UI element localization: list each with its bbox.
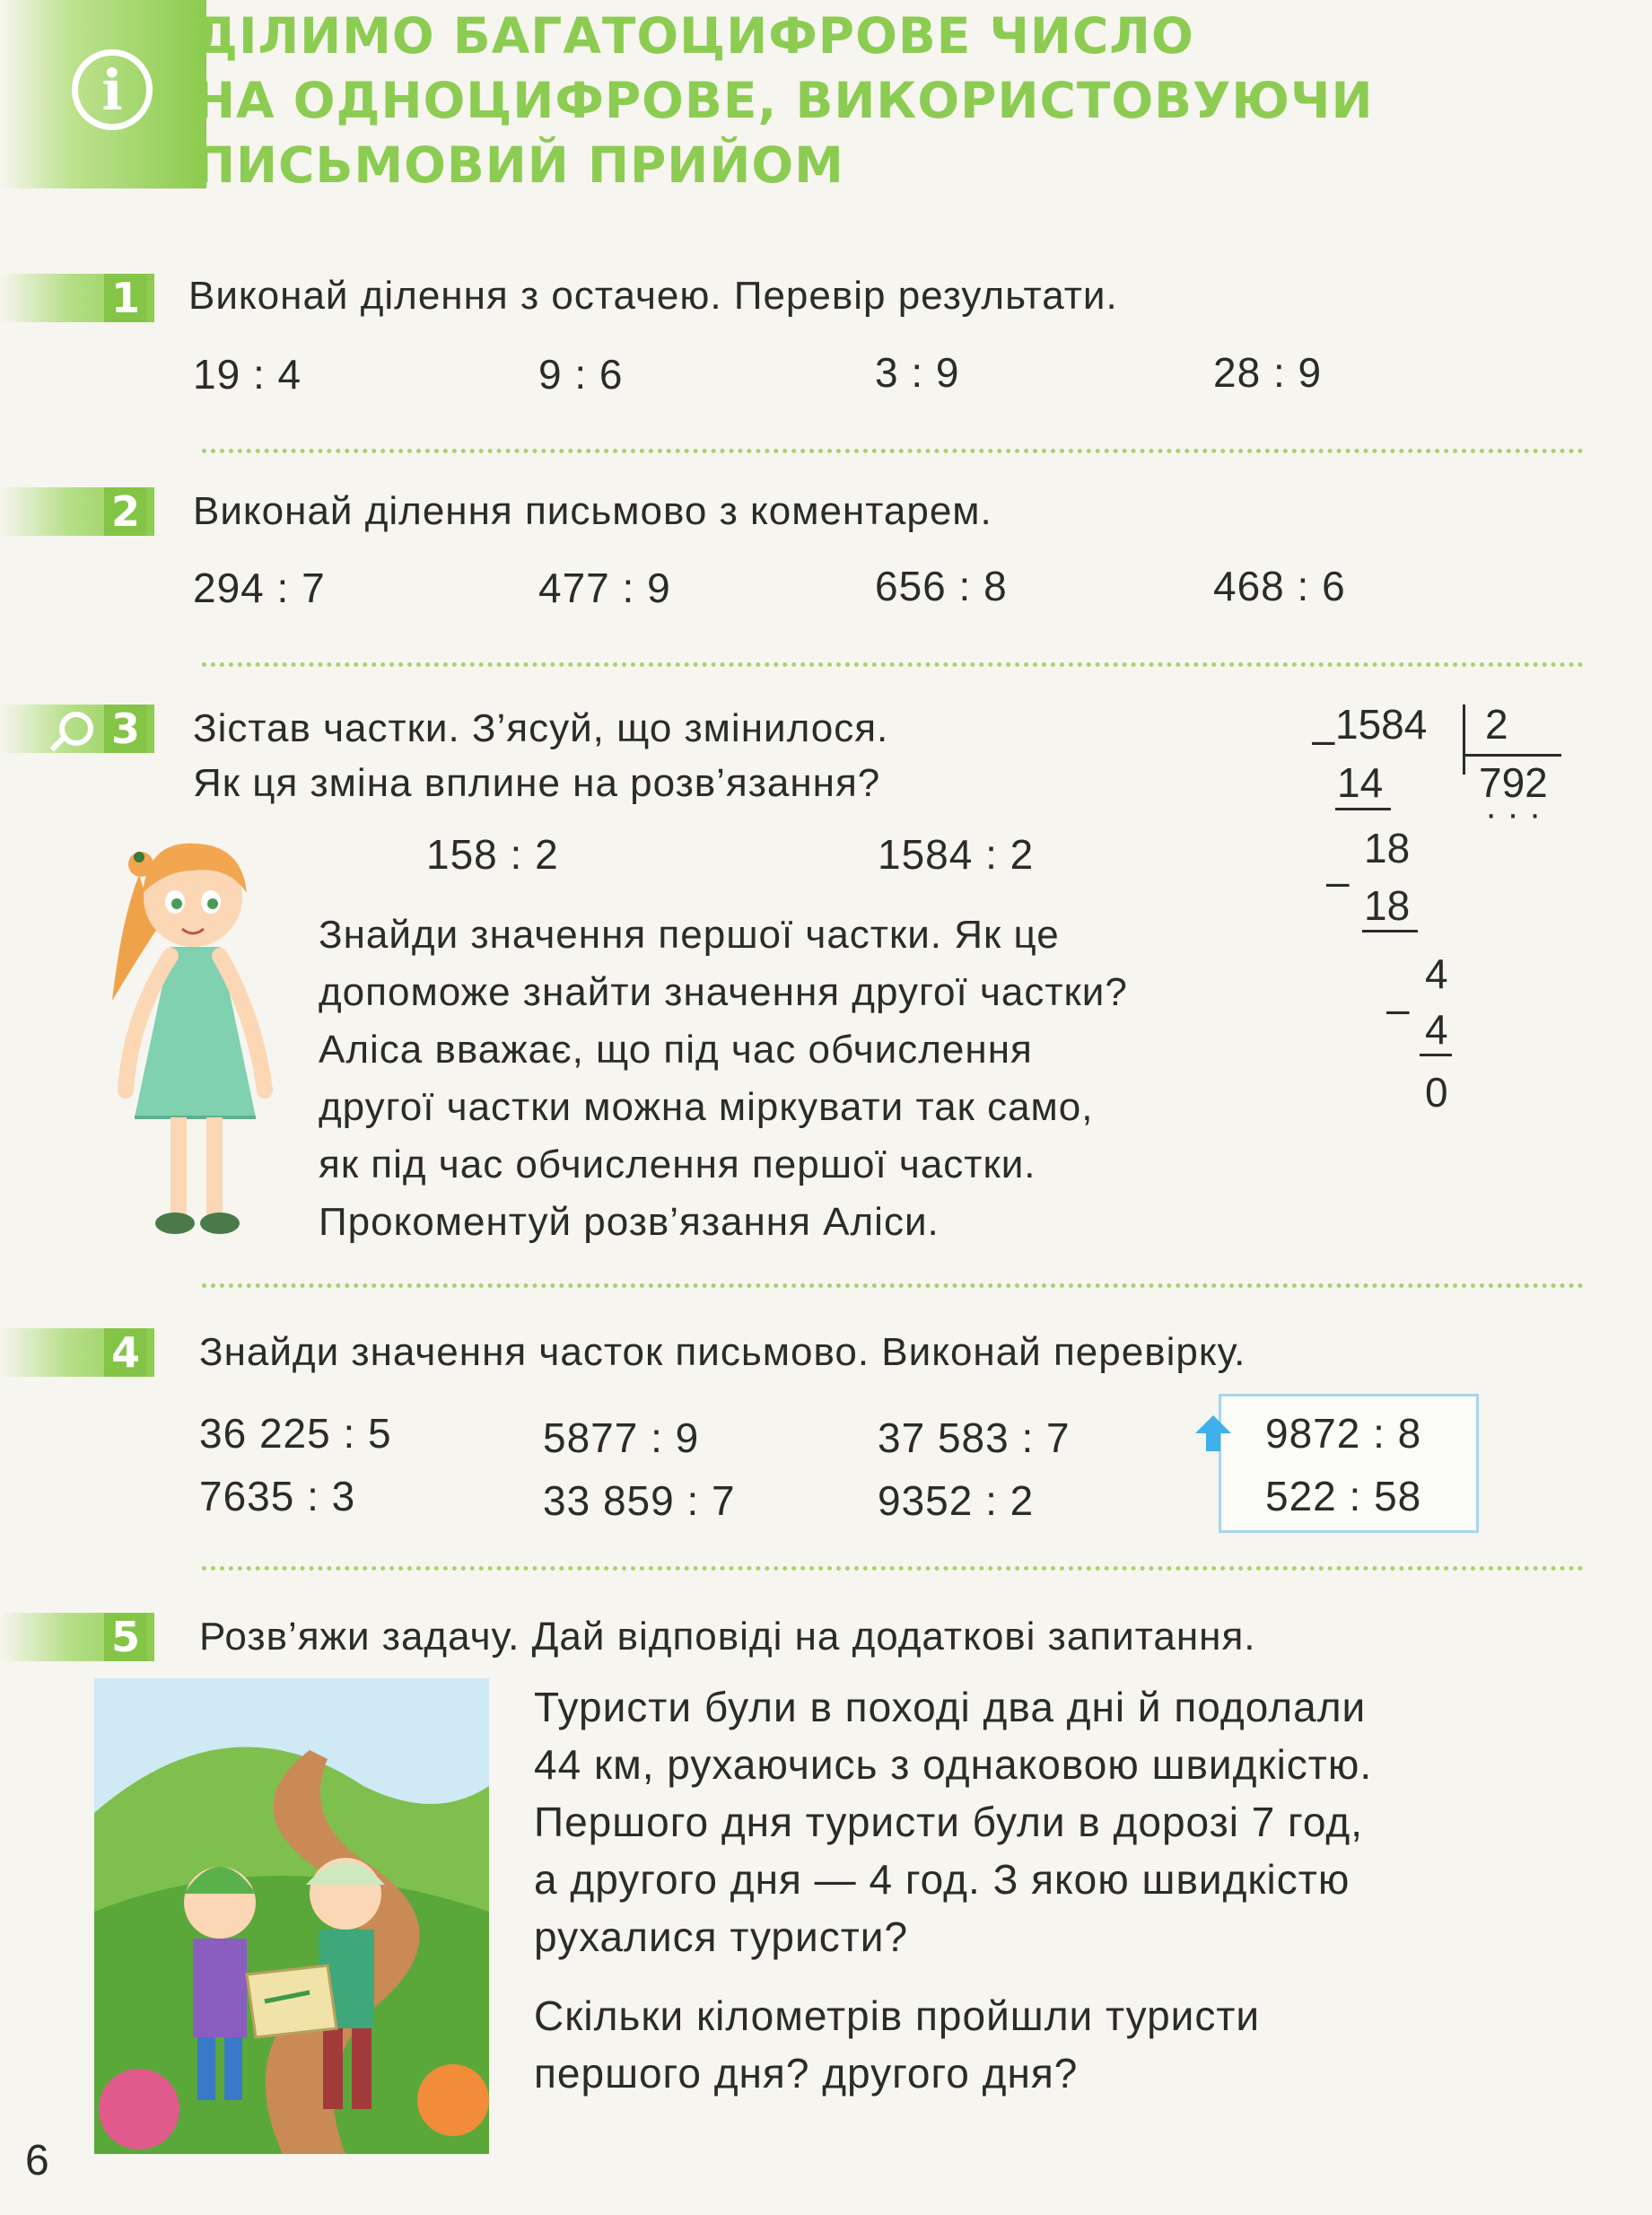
- expression: 468 : 6: [1213, 563, 1346, 609]
- dotted-divider: [202, 1566, 1584, 1571]
- paragraph-line: як під час обчислення першої частки.: [319, 1143, 1036, 1186]
- task-number-tab: [0, 1613, 154, 1661]
- expression: 7635 : 3: [199, 1473, 356, 1519]
- task-instruction: Знайди значення часток письмово. Виконай перевірку.: [199, 1330, 1246, 1374]
- expression: 3 : 9: [875, 349, 960, 396]
- page-number: 6: [25, 2137, 49, 2184]
- task-instruction: Розв’яжи задачу. Дай відповіді на додаткові запитання.: [199, 1615, 1256, 1659]
- up-arrow-icon: [1193, 1414, 1233, 1453]
- paragraph-line: Прокоментуй розв’язання Аліси.: [319, 1200, 940, 1244]
- divisor: 2: [1485, 701, 1508, 748]
- expression: 36 225 : 5: [199, 1410, 392, 1457]
- task-instruction-line-1: Зістав частки. З’ясуй, що змінилося.: [193, 706, 889, 750]
- paragraph-line: допоможе знайти значення другої частки?: [319, 970, 1128, 1014]
- task-number-tab: [0, 487, 154, 536]
- step-product: 14: [1337, 759, 1384, 806]
- magnifier-icon: [59, 712, 93, 746]
- info-glyph: i: [101, 57, 123, 123]
- expression: 477 : 9: [538, 565, 671, 611]
- info-icon: [72, 49, 153, 130]
- title-line-2: НА ОДНОЦИФРОВЕ, ВИКОРИСТОВУЮЧИ: [194, 72, 1374, 129]
- task-number: 1: [104, 274, 147, 322]
- question-line: першого дня? другого дня?: [534, 2050, 1079, 2097]
- minus-sign: –: [1386, 985, 1410, 1032]
- step-remainder: 18: [1364, 825, 1411, 871]
- dotted-divider: [202, 1283, 1584, 1288]
- minus-sign: –: [1312, 716, 1335, 763]
- task-number-tab: [0, 274, 154, 322]
- expression: 9 : 6: [538, 351, 624, 398]
- expression: 9352 : 2: [878, 1477, 1035, 1524]
- division-bracket-horizontal: [1463, 754, 1561, 757]
- problem-line: 44 км, рухаючись з однаковою швидкістю.: [534, 1741, 1373, 1788]
- task-number: 5: [104, 1613, 147, 1661]
- task-number: 4: [104, 1328, 147, 1377]
- expression: 656 : 8: [875, 563, 1008, 609]
- quotient-dots: · · ·: [1485, 794, 1542, 834]
- paragraph-line: Знайди значення першої частки. Як це: [319, 913, 1060, 957]
- problem-line: Першого дня туристи були в дорозі 7 год,: [534, 1799, 1364, 1845]
- dotted-divider: [202, 662, 1584, 667]
- paragraph-line: Аліса вважає, що під час обчислення: [319, 1028, 1033, 1072]
- step-remainder: 4: [1425, 950, 1448, 997]
- task-instruction: Виконай ділення з остачею. Перевір результати.: [188, 274, 1118, 318]
- alisa-girl-illustration: [85, 821, 301, 1252]
- expression: 9872 : 8: [1265, 1410, 1422, 1457]
- task-number: 3: [104, 705, 147, 753]
- task-number: 2: [104, 487, 147, 536]
- expression: 294 : 7: [193, 565, 326, 611]
- expression: 19 : 4: [193, 351, 302, 398]
- expression: 158 : 2: [426, 831, 559, 878]
- task-3-paragraph: [319, 906, 1333, 1251]
- task-number-tab: [0, 1328, 154, 1377]
- expression: 37 583 : 7: [878, 1414, 1071, 1461]
- expression: 522 : 58: [1265, 1473, 1422, 1519]
- task-number-tab: [0, 705, 154, 753]
- minus-sign: –: [1326, 858, 1350, 905]
- step-underline: [1335, 808, 1391, 810]
- step-product: 4: [1425, 1006, 1448, 1053]
- expression: 1584 : 2: [878, 831, 1035, 878]
- title-line-3: ПИСЬМОВИЙ ПРИЙОМ: [194, 136, 844, 194]
- page-title: [194, 4, 1594, 197]
- step-underline: [1420, 1054, 1452, 1056]
- expression: 5877 : 9: [543, 1414, 700, 1461]
- title-line-1: ДІЛИМО БАГАТОЦИФРОВЕ ЧИСЛО: [194, 7, 1194, 65]
- step-product: 18: [1364, 882, 1411, 929]
- step-underline: [1362, 930, 1418, 932]
- paragraph-line: другої частки можна міркувати так само,: [319, 1085, 1094, 1129]
- problem-line: Туристи були в поході два дні й подолали: [534, 1684, 1367, 1730]
- division-bracket-vertical: [1463, 705, 1465, 775]
- expression: 28 : 9: [1213, 349, 1323, 396]
- problem-line: а другого дня — 4 год. З якою швидкістю: [534, 1856, 1350, 1903]
- task-5-problem: [534, 1678, 1593, 2102]
- dotted-divider: [202, 449, 1584, 453]
- dividend: 1584: [1335, 701, 1428, 748]
- quotient: 792: [1479, 759, 1548, 806]
- question-line: Скільки кілометрів пройшли туристи: [534, 1992, 1261, 2039]
- final-remainder: 0: [1425, 1069, 1448, 1116]
- expression: 33 859 : 7: [543, 1477, 736, 1524]
- hikers-illustration: [94, 1678, 489, 2154]
- problem-line: рухалися туристи?: [534, 1913, 909, 1960]
- task-instruction: Виконай ділення письмово з коментарем.: [193, 489, 992, 533]
- task-instruction-line-2: Як ця зміна вплине на розв’язання?: [193, 761, 881, 805]
